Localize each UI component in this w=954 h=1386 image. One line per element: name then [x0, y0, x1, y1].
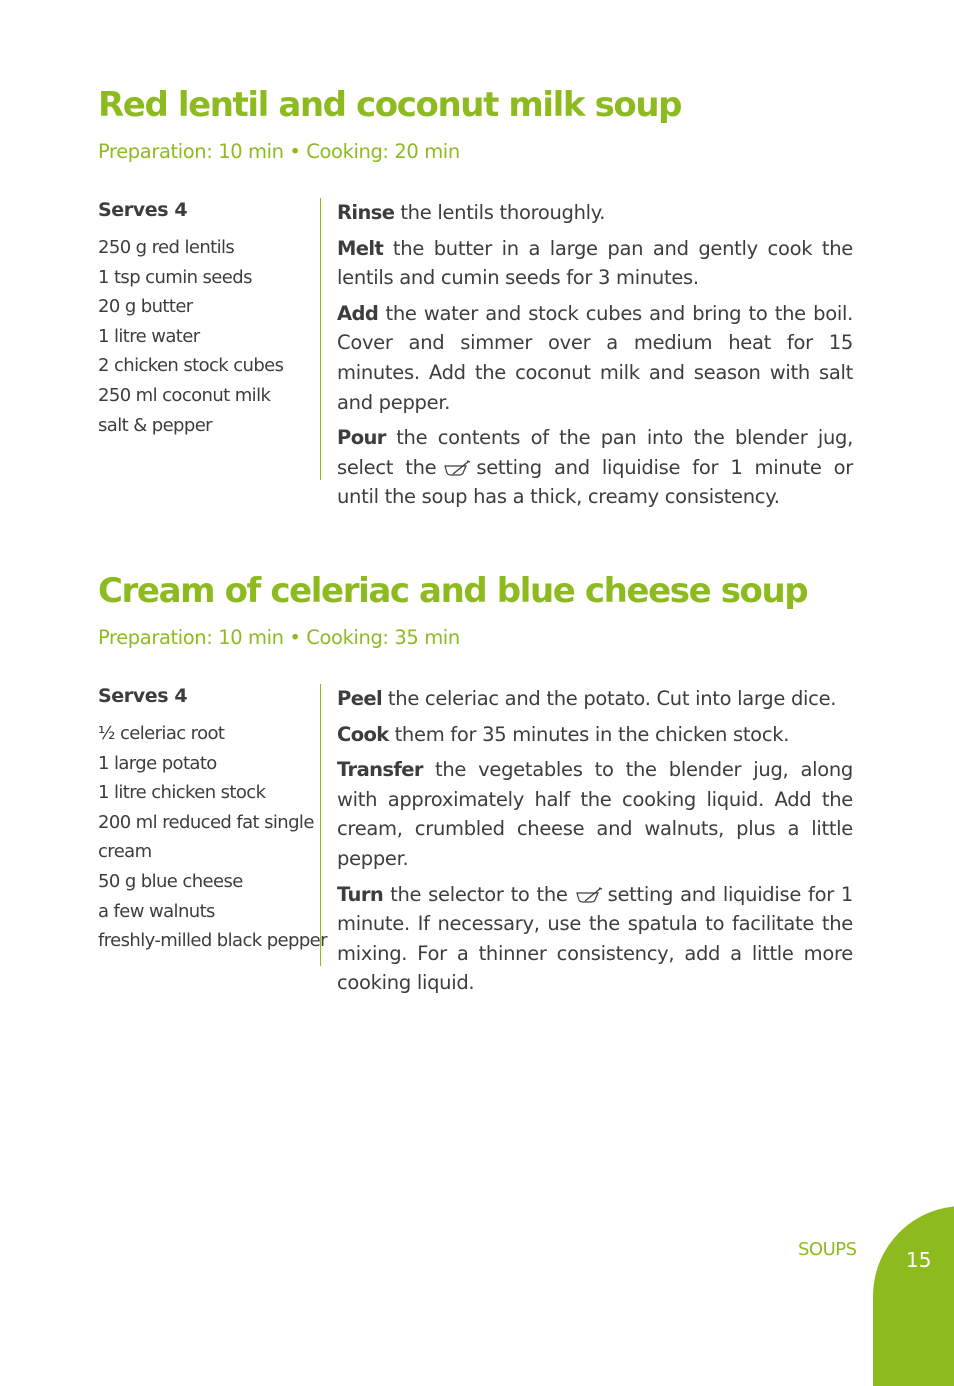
step-verb: Turn: [337, 882, 384, 906]
blend-setting-icon: [442, 456, 472, 474]
method-column: [337, 198, 853, 518]
step-verb: Melt: [337, 236, 384, 260]
ingredient-item: 1 litre chicken stock: [98, 782, 266, 804]
ingredient-item: 250 ml coconut milk: [98, 384, 271, 406]
step-text: the butter in a large pan and gently cook the lentils and cumin seeds for 3 minutes.: [337, 236, 853, 290]
ingredient-item: 1 litre water: [98, 325, 200, 347]
step-text: them for 35 minutes in the chicken stock.: [388, 722, 790, 746]
method-step: [337, 299, 853, 417]
method-step: [337, 755, 853, 873]
ingredient-item: 1 large potato: [98, 752, 217, 774]
method-step: [337, 880, 853, 998]
ingredient-item: 2 chicken stock cubes: [98, 355, 284, 377]
step-verb: Add: [337, 301, 379, 325]
recipe-timing: Preparation: 10 min • Cooking: 35 min: [98, 626, 460, 649]
recipe-title: Cream of celeriac and blue cheese soup: [98, 571, 808, 611]
ingredient-item: a few walnuts: [98, 900, 215, 922]
method-step: [337, 684, 853, 714]
recipe-timing: Preparation: 10 min • Cooking: 20 min: [98, 140, 460, 163]
step-text: the contents of the pan into the blender jug, select the: [337, 426, 853, 479]
ingredient-item: freshly-milled black pepper: [98, 930, 327, 952]
blend-setting-icon: [574, 883, 604, 901]
method-step: [337, 720, 853, 750]
ingredient-item: 1 tsp cumin seeds: [98, 266, 252, 288]
section-label: SOUPS: [798, 1239, 857, 1260]
step-text: the vegetables to the blender jug, along with approximately half the cooking liquid. Add the cream, crumbled cheese and walnuts, plus a little pepper.: [337, 758, 853, 870]
step-text: the water and stock cubes and bring to the boil. Cover and simmer over a medium heat for 15 minutes. Add the coconut milk and season with salt and pepper.: [337, 301, 853, 414]
method-step: [337, 234, 853, 293]
page-number-tab: [873, 1206, 954, 1386]
ingredient-item: 200 ml reduced fat single cream: [98, 811, 314, 863]
step-verb: Transfer: [337, 758, 423, 782]
ingredient-item: 50 g blue cheese: [98, 870, 243, 892]
recipe-celeriac: [98, 570, 858, 995]
serves-label: Serves 4: [98, 199, 188, 221]
ingredient-list: [98, 233, 320, 440]
recipe-red-lentil: [98, 84, 858, 509]
recipe-title: Red lentil and coconut milk soup: [98, 85, 682, 125]
method-step: [337, 198, 853, 228]
step-text: the lentils thoroughly.: [394, 201, 606, 224]
ingredient-item: 250 g red lentils: [98, 237, 235, 258]
method-column: [337, 684, 853, 1004]
step-verb: Cook: [337, 722, 389, 746]
serves-label: Serves 4: [98, 685, 188, 707]
method-step: [337, 423, 853, 512]
ingredients-column: [98, 198, 321, 480]
page-number: 15: [906, 1248, 932, 1272]
step-verb: Pour: [337, 426, 386, 450]
step-verb: Peel: [337, 687, 383, 710]
ingredient-item: salt & pepper: [98, 414, 212, 436]
step-text: setting and liquidise for 1 minute. If necessary, use the spatula to facilitate the mixing. For a thinner consistency, add a little more cooking liquid.: [337, 882, 853, 995]
ingredient-item: 20 g butter: [98, 296, 193, 318]
step-text: the celeriac and the potato. Cut into large dice.: [382, 687, 837, 710]
step-text: the selector to the: [383, 882, 568, 906]
step-verb: Rinse: [337, 201, 395, 224]
ingredient-item: ½ celeriac root: [98, 723, 225, 744]
ingredient-list: [98, 719, 327, 956]
step-text: setting and liquidise for 1 minute or until the soup has a thick, creamy consistency.: [337, 455, 854, 509]
ingredients-column: [98, 684, 327, 966]
